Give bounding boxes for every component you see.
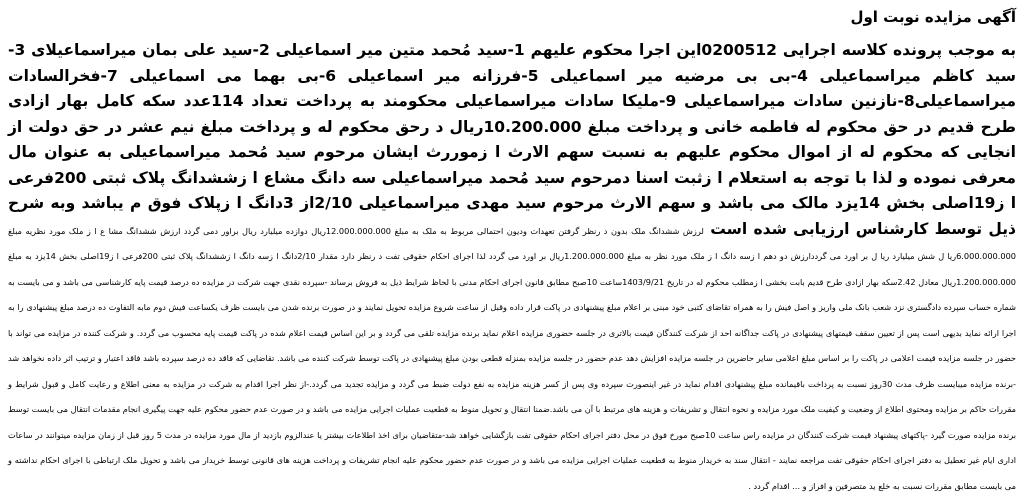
notice-body-text: لرزش ششدانگ ملک بدون د رنظر گرفتن تعهدات ودیون احتمالی مربوط به ملک به مبلغ 12.000.000.000ریال دوازده میلیارد ریال براور دمی گردد ارزش ششدانگ مشا ع ا ز ملک مورد نظریه مبلغ 6.000.000.000ریا ل شش میلیارد ریا ل بر اورد می گرددارزش دو دهم ا زسه دانگ ا ز ملک مورد نظر به مبلغ 1.200.000.000ریال بر اورد می گردد لذا اجرای احکام حقوقی تفت د رنظر دارد مقدار 2/10دانگ ا زسه دانگ ا زششدانگ پلاک ثبتی 200فرعی ا ز19اصلی بخش 14یزد به مبلغ 1.200.000.000ریال معادل 2.42سکه بهار ازادی طرح قدیم بابت بخشی ا زمطلب محکوم له در تاریخ 1403/9/21ساعت 10صبح مطابق قانون اجرای احکام مدنی با لحاظ شرایط ذیل به فروش برساند -سپرده نقدی جهت شرکت در مزایده ده درصد قیمت پایه کارشناسی می باشد و می بایست به شماره حساب سپرده دادگستری نزد شعب بانک ملی واریز و اصل فیش را به همراه تقاضای کتبی خود مبنی بر اعلام مبلغ پیشنهادی در پاکت قرار داده وقبل از ساعت شروع مزایده تحویل نمایند و در صورت برنده شدن می بایست ظرف یکساعت فیش دوم مابه التفاوت ده درصد مبلغ پیشنهادی را به اجرا ارائه نماید بدیهی است پس از تعیین سقف قیمتهای پیشنهادی در پاکت جداگانه احد از شرکت کنندگان قیمت بالاتری در جلسه حضوری مزایده اعلام نماید برنده مزایده تلقی می گردد و بر این اساس قیمت اعلام شده در پاکت قیمت پایه محسوب می گردد. و شرکت کننده در مزایده می تواند با حضور در جلسه مزایده قیمت اعلامی در پاکت را بر اساس مبلغ اعلامی سایر حاضرین در جلسه مزایده افزایش دهد عدم حضور در جلسه مزایده بمنزله قطعی بودن مبلغ پیشنهادی در پاکت توسط شرکت کننده می باشد. تقاضایی که فاقد ده درصد سپرده باشد فاقد اعتبار و ترتیب اثر داده نخواهد شد -برنده مزایده میبایست ظرف مدت 30روز نسبت به پرداخت باقیمانده مبلغ پیشنهادی اقدام نماید در غیر اینصورت سپرده وی پس از کسر هزینه مزایده به نفع دولت ضبط می گردد و مزایده تجدید می گردد.-از نظر اجرا اقدام به شرکت در مزایده به معنی اطلاع و رعایت کامل و قبول شرایط و مقررات حاکم بر مزایده ومحتوی اطلاع از وضعیت و کیفیت ملک مورد مزایده و نحوه انتقال و تشریفات و هزینه های مرتبط با آن می باشد.ضمنا انتقال و تحویل منوط به قطعیت عملیات اجرایی مزایده می باشد و در صورت عدم حضور محکوم علیه جهت پیگیری انجام مقدمات انتقال می بایست توسط برنده مزایده صورت گیرد -پاکتهای پیشنهاد قیمت شرکت کنندگان در مزایده راس ساعت 10صبح مورخ فوق در محل دفتر اجرای احکام حقوقی تفت بازگشایی خواهد شد-متقاضیان برای اخذ اطلاعات بیشتر یا عندالزوم بازدید از مال مورد مزایده در مدت 5 روز قبل از زمان مزایده میتوانند در ساعات اداری ایام غیر تعطیل به دفتر اجرای احکام حقوقی تفت مراجعه نمایند - انتقال سند به خریدار منوط به قطعیت عملیات اجرایی مزایده می باشد و در صورت عدم حضور محکوم علیه انجام تشریفات و پرداخت هزینه های قانونی توسط خریدار می باشد و تحویل ملک ارتباطی با اجرای احکام نداشته و می بایست مطابق مقررات نسبت به خلع ید متصرفین و افراز و ... اقدام گردد . [8,225,1017,491]
notice-lead-text: به موجب پرونده کلاسه اجرایی 0200512این اجرا محکوم علیهم 1-سید مُحمد متین میر اسماعیلی 2-سید علی بمان میراسماعیلای 3-سید کاظم میراسماعیلی 4-بی بی مرضیه میر اسماعیلی 5-فرزانه میر اسماعیلی 6-بی بهما می اسماعیلی 7-فخرالسادات میراسماعیلی8-نازنین سادات میراسماعیلی 9-ملیکا سادات میراسماعیلی محکومند به پرداخت تعداد 114عدد سکه کامل بهار ازادی طرح قدیم در حق محکوم له فاطمه خانی و پرداخت مبلغ 10.200.000ریال د رحق محکوم له و پرداخت مبلغ نیم عشر در حق دولت از انجایی که محکوم له از اموال محکوم علیهم به نسبت سهم الارث ا زموررث ایشان مرحوم سید مُحمد میراسماعیلی به عنوان مال معرفی نموده و لذا با توجه به استعلام ا زثبت اسنا دمرحوم سید مُحمد میراسماعیلی سه دانگ مشاع ا زششدانگ پلاک ثبتی 200فرعی ا ز19اصلی بخش 14یزد مالک می باشد و سهم الارث مرحوم سید مهدی میراسماعیلی 2/10از 3دانگ ا زپلاک فوق م یباشد وبه شرح ذیل توسط [8,41,1017,238]
notice-lead-paragraph [8,38,1016,497]
notice-lead-tail: کارشناس ارزیابی شده است [710,219,929,238]
notice-title: آگهی مزایده نوبت اول [850,8,1016,26]
